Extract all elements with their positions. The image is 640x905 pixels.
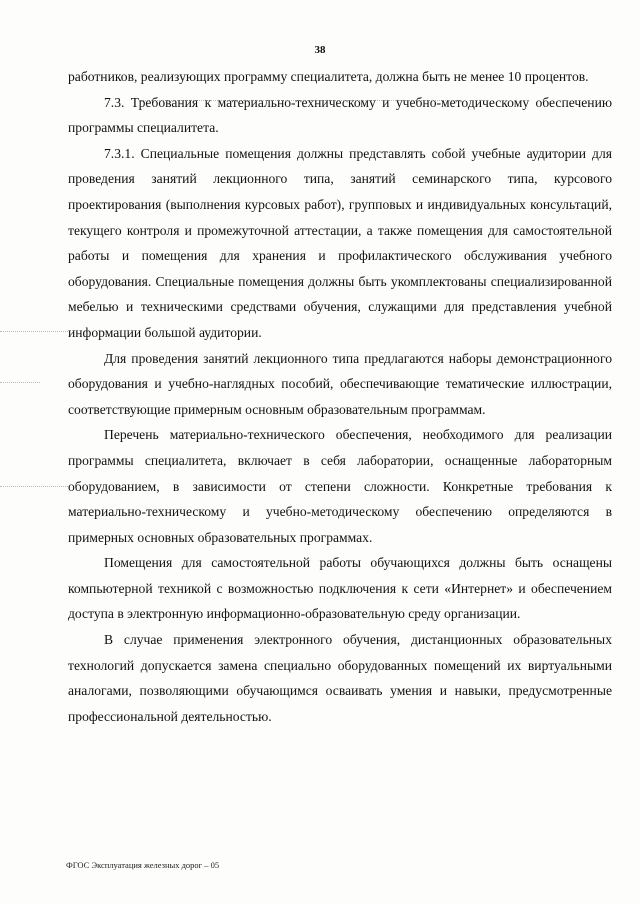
scan-artifact [0,331,70,332]
paragraph-e-learning: В случае применения электронного обучения, дистанционных образовательных технологий допускается замена специально оборудованных помещений их виртуальными аналогами, позволяющими обучающимся осваивать умения и навыки, предусмотренные профессиональной деятельностью. [68,632,612,724]
scan-artifact [0,486,70,487]
paragraph-self-study-rooms: Помещения для самостоятельной работы обучающихся должны быть оснащены компьютерной техникой с возможностью подключения к сети «Интернет» и обеспечением доступа в электронную информационно-образовательную среду организации. [68,555,612,622]
scan-artifact [0,382,40,383]
footer-text: ФГОС Эксплуатация железных дорог – 05 [66,860,220,870]
paragraph-section-7-3: 7.3. Требования к материально-техническому и учебно-методическому обеспечению программы специалитета. [68,94,612,136]
paragraph-section-7-3-1: 7.3.1. Специальные помещения должны представлять собой учебные аудитории для проведения занятий лекционного типа, занятий семинарского типа, курсового проектирования (выполнения курсовых работ), групповых и индивидуальных консультаций, текущего контроля и промежуточной аттестации, а также помещения для самостоятельной работы и помещения для хранения и профилактического обслуживания учебного оборудования. Специальные помещения должны быть укомплектованы специализированной мебелью и техническими средствами обучения, служащими для представления учебной информации большой аудитории. [68,145,612,340]
page-number: 38 [314,44,326,56]
paragraph-lecture-equipment: Для проведения занятий лекционного типа предлагаются наборы демонстрационного оборудования и учебно-наглядных пособий, обеспечивающие тематические иллюстрации, соответствующие примерным основным образовательным программам. [68,350,612,417]
paragraph-continuation: работников, реализующих программу специалитета, должна быть не менее 10 процентов. [68,69,589,84]
paragraph-laboratories: Перечень материально-технического обеспечения, необходимого для реализации программы специалитета, включает в себя лаборатории, оснащенные лабораторным оборудованием, в зависимости от степени сложности. Конкретные требования к материально-техническому и учебно-методическому обеспечению определяются в примерных основных образовательных программах. [68,427,612,545]
document-body [68,64,612,729]
